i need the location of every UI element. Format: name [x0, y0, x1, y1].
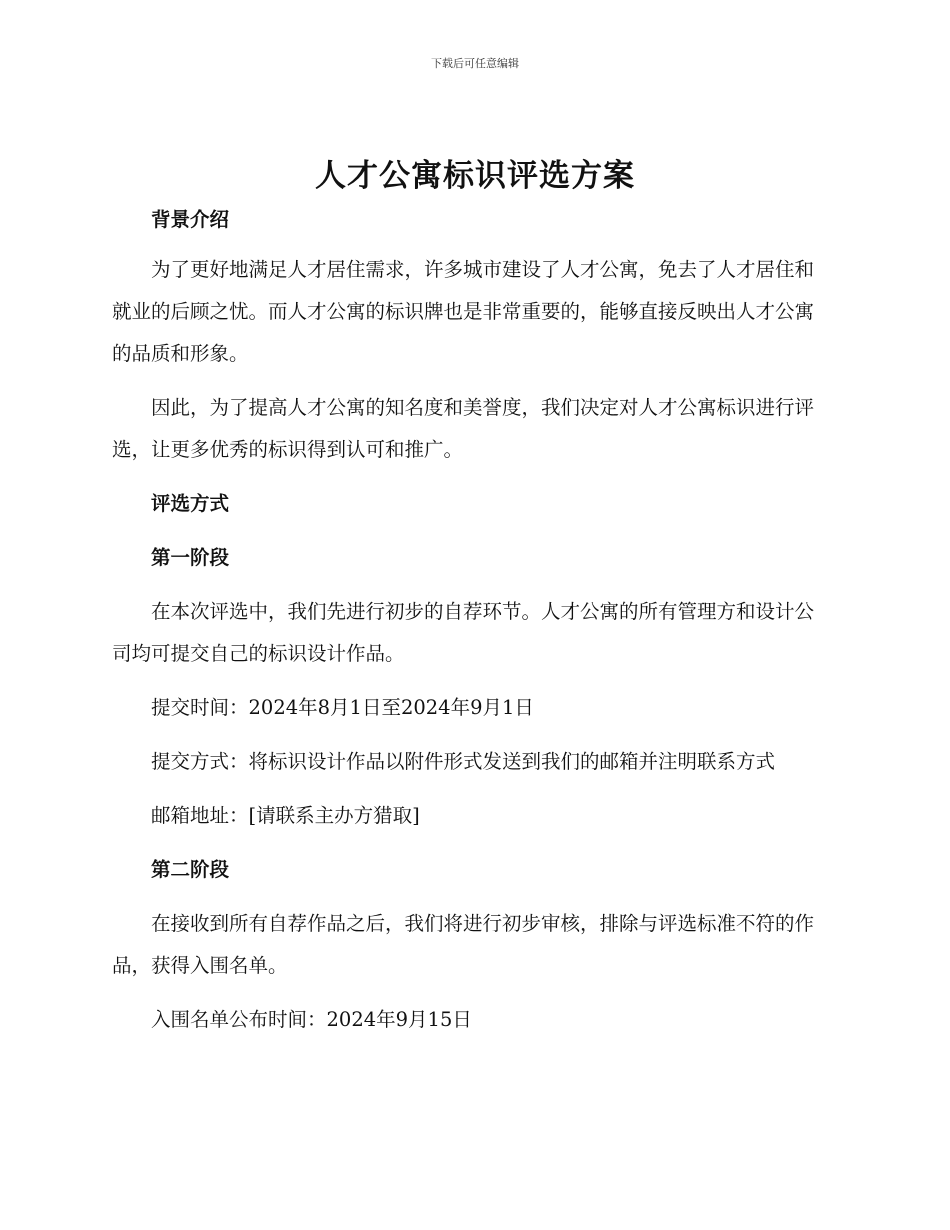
stage-2-heading: 第二阶段	[151, 858, 230, 881]
background-paragraph-1: 为了更好地满足人才居住需求，许多城市建设了人才公寓，免去了人才居住和就业的后顾之忧。而人才公寓的标识牌也是非常重要的，能够直接反映出人才公寓的品质和形象。	[112, 258, 815, 365]
section-heading-method: 评选方式	[151, 492, 230, 515]
section-heading-background: 背景介绍	[151, 208, 230, 231]
stage-1-heading: 第一阶段	[151, 546, 230, 569]
stage-1-paragraph: 在本次评选中，我们先进行初步的自荐环节。人才公寓的所有管理方和设计公司均可提交自己的标识设计作品。	[112, 600, 815, 665]
stage-2-paragraph: 在接收到所有自荐作品之后，我们将进行初步审核，排除与评选标准不符的作品，获得入围名单。	[112, 912, 815, 977]
email-address-line: 邮箱地址：[请联系主办方猎取]	[151, 804, 420, 827]
header-note: 下载后可任意编辑	[431, 57, 519, 70]
submit-time-line: 提交时间：2024年8月1日至2024年9月1日	[151, 696, 534, 719]
submit-method-line: 提交方式：将标识设计作品以附件形式发送到我们的邮箱并注明联系方式	[151, 750, 776, 773]
shortlist-time-line: 入围名单公布时间：2024年9月15日	[151, 1008, 472, 1031]
document-body	[112, 205, 832, 1041]
document-title: 人才公寓标识评选方案	[315, 158, 635, 194]
background-paragraph-2: 因此，为了提高人才公寓的知名度和美誉度，我们决定对人才公寓标识进行评选，让更多优秀的标识得到认可和推广。	[112, 396, 815, 461]
